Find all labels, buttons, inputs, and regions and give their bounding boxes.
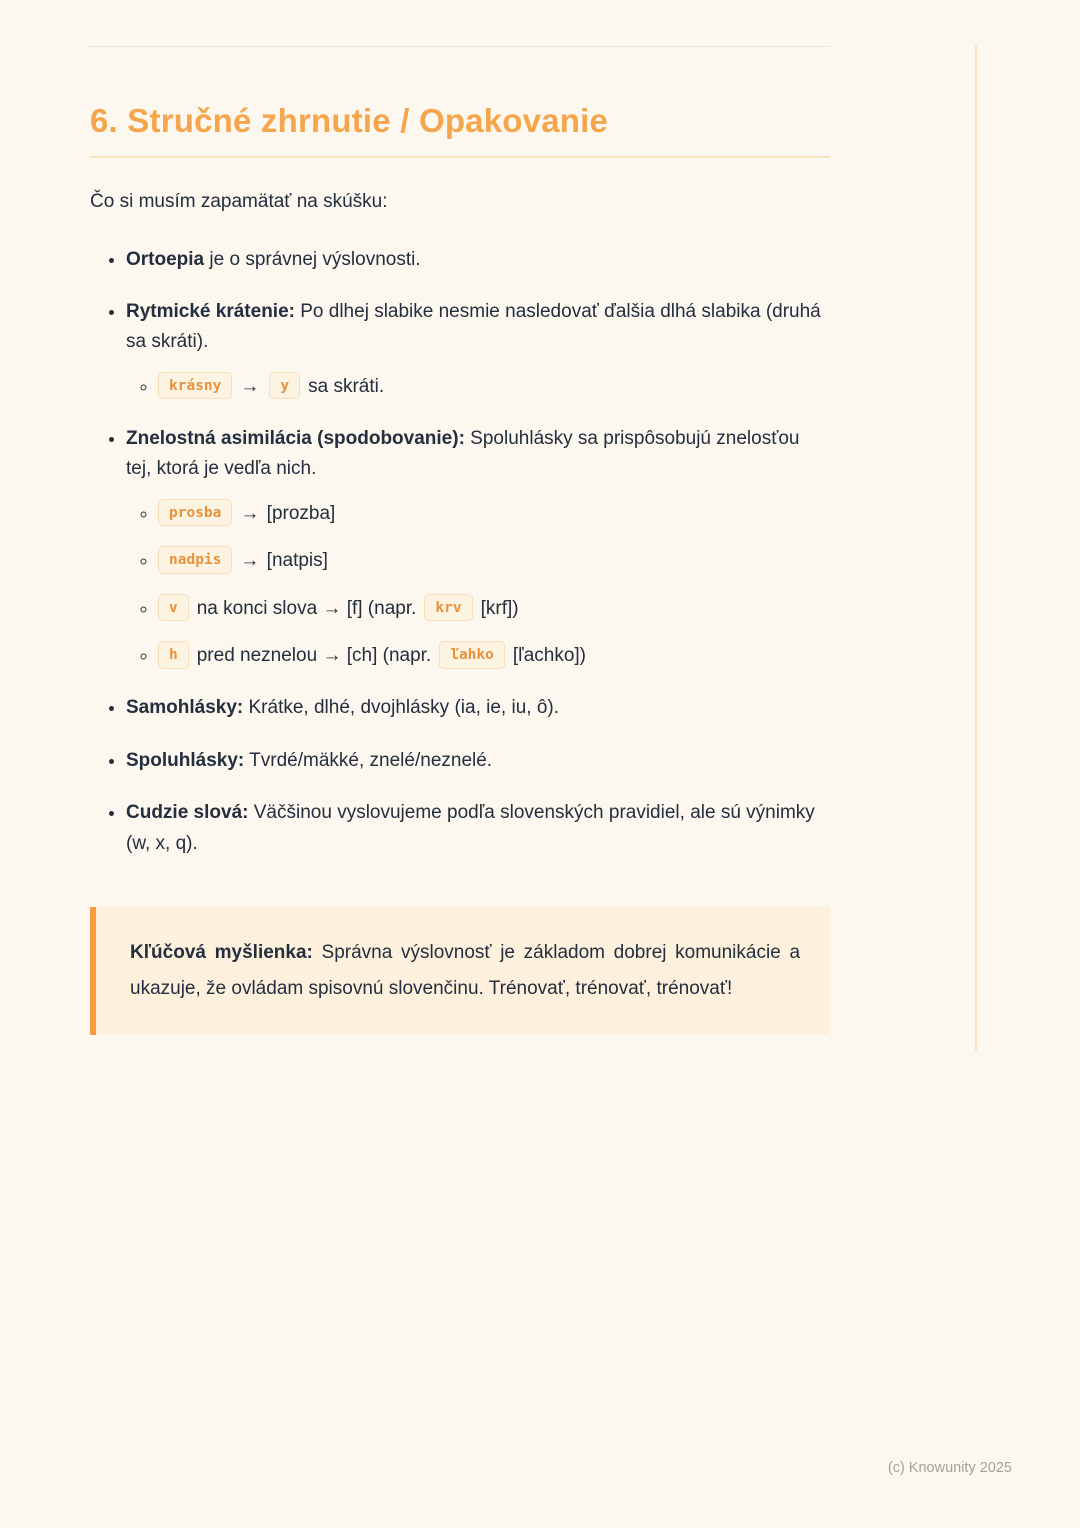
code-chip-prosba: prosba	[158, 499, 232, 527]
sub-item-text: na konci slova → [f] (napr.	[196, 597, 417, 619]
sub-list	[126, 372, 830, 402]
callout-bold-label: Kľúčová myšlienka:	[130, 941, 313, 963]
item-text: Spoluhlásky sa prispôsobujú znelosťou tej, ktorá je vedľa nich.	[126, 428, 800, 480]
sub-item-prosba	[158, 499, 830, 529]
item-bold-label: Samohlásky:	[126, 697, 244, 719]
sub-item-text: sa skráti.	[308, 375, 385, 397]
item-text: Väčšinou vyslovujeme podľa slovenských pravidiel, ale sú výnimky (w, x, q).	[126, 802, 815, 854]
item-text: Po dlhej slabike nesmie nasledovať ďalšia dlhá slabika (druhá sa skráti).	[126, 300, 821, 353]
footer-credit: (c) Knowunity 2025	[887, 1460, 1012, 1476]
sub-item-text: [krf])	[480, 597, 519, 619]
list-item-rytmicke-kratenie	[126, 297, 830, 402]
sub-item-text: [ľachko])	[512, 645, 586, 667]
page-right-divider	[975, 46, 977, 1050]
code-chip-y: y	[269, 372, 300, 400]
intro-text: Čo si musím zapamätať na skúšku:	[90, 191, 388, 212]
item-bold-label: Znelostná asimilácia (spodobovanie):	[126, 428, 465, 450]
item-text: Krátke, dlhé, dvojhlásky (ia, ie, iu, ô).	[243, 697, 559, 719]
key-idea-callout	[90, 907, 830, 1035]
item-bold-label: Ortoepia	[126, 248, 205, 270]
callout-text	[130, 935, 800, 1007]
sub-item-text: [natpis]	[266, 550, 328, 572]
sub-list	[126, 499, 830, 672]
item-bold-label: Rytmické krátenie:	[126, 300, 295, 322]
page-top-divider	[88, 46, 830, 47]
code-chip-krasny: krásny	[158, 372, 232, 400]
code-chip-h: h	[158, 641, 189, 669]
list-item-cudzie-slova	[126, 798, 830, 859]
list-item-samohlasky	[126, 693, 830, 723]
sub-item-h	[158, 641, 830, 671]
arrow-icon: →	[240, 550, 260, 572]
sub-item-text: [prozba]	[266, 502, 336, 524]
content-area	[90, 62, 830, 1035]
code-chip-lahko: ľahko	[439, 641, 505, 669]
list-item-ortoepia	[126, 245, 830, 275]
sub-item-krasny	[158, 372, 830, 402]
list-item-spoluhlasky	[126, 746, 830, 776]
sub-item-v	[158, 594, 830, 624]
arrow-icon: →	[240, 502, 260, 524]
code-chip-krv: krv	[424, 594, 472, 622]
item-text: Tvrdé/mäkké, znelé/neznelé.	[244, 749, 493, 771]
code-chip-v: v	[158, 594, 189, 622]
item-bold-label: Cudzie slová:	[126, 802, 249, 824]
list-item-znelostna-asimilacia	[126, 424, 830, 671]
summary-list	[90, 245, 830, 859]
code-chip-nadpis: nadpis	[158, 546, 232, 574]
arrow-icon: →	[240, 375, 260, 397]
sub-item-text: pred neznelou → [ch] (napr.	[196, 645, 432, 667]
sub-item-nadpis	[158, 546, 830, 576]
callout-body-text: Správna výslovnosť je základom dobrej komunikácie a ukazuje, že ovládam spisovnú slovenčinu. Trénovať, trénovať, trénovať!	[130, 941, 801, 1000]
item-bold-label: Spoluhlásky:	[126, 749, 245, 771]
page-title: 6. Stručné zhrnutie / Opakovanie	[90, 102, 830, 158]
item-text: je o správnej výslovnosti.	[204, 248, 421, 270]
